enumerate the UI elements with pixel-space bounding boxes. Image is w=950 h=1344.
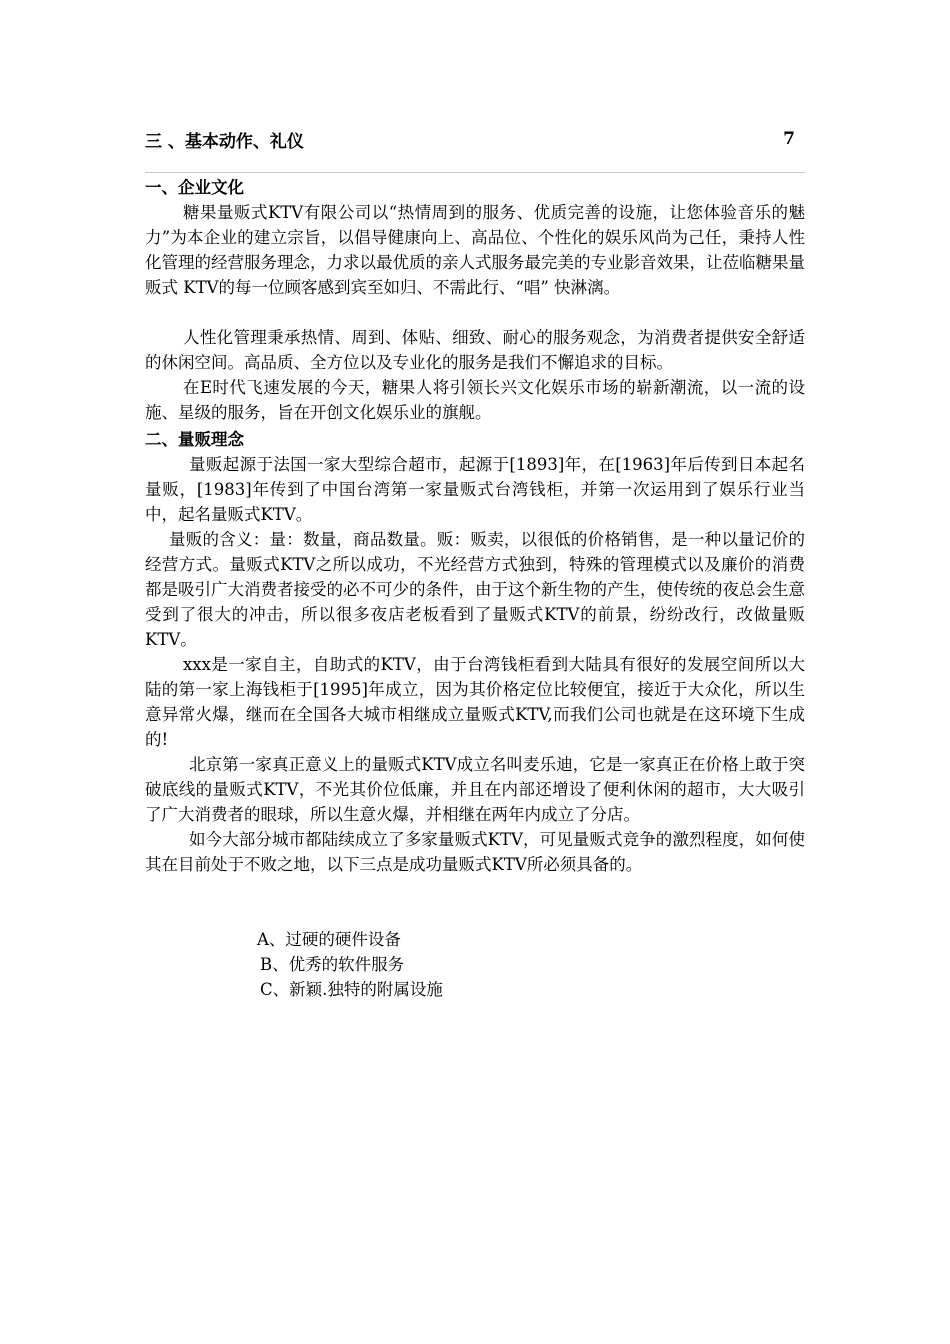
header-divider: [145, 172, 805, 173]
document-page: [145, 124, 805, 1002]
blank-line: [145, 300, 805, 325]
paragraph: xxx是一家自主，自助式的KTV，由于台湾钱柜看到大陆具有很好的发展空间所以大陆的第一家上海钱柜于[1995]年成立，因为其价格定位比较便宜，接近于大众化，所以生意异常火爆，继而在全国各大城市相继成立量贩式KTV,而我们公司也就是在这环境下生成的!: [145, 655, 805, 749]
paragraph: 人性化管理秉承热情、周到、体贴、细致、耐心的服务观念，为消费者提供安全舒适的休闲空间。高品质、全方位以及专业化的服务是我们不懈追求的目标。: [145, 328, 805, 372]
requirements-list: [145, 927, 805, 1002]
paragraph: 如今大部分城市都陆续成立了多家量贩式KTV，可见量贩式竞争的激烈程度，如何使其在目前处于不败之地，以下三点是成功量贩式KTV所必须具备的。: [145, 830, 805, 874]
paragraph: 量贩的含义：量：数量，商品数量。贩：贩卖，以很低的价格销售，是一种以量记价的经营方式。量贩式KTV之所以成功，不光经营方式独到，特殊的管理模式以及廉价的消费都是吸引广大消费者接受的必不可少的条件，由于这个新生物的产生，使传统的夜总会生意受到了很大的冲击，所以很多夜店老板看到了量贩式KTV的前景，纷纷改行，改做量贩KTV。: [145, 530, 805, 649]
paragraph: 北京第一家真正意义上的量贩式KTV成立名叫麦乐迪，它是一家真正在价格上敢于突破底线的量贩式KTV，不光其价位低廉，并且在内部还增设了便利休闲的超市，大大吸引了广大消费者的眼球，所以生意火爆，并相继在两年内成立了分店。: [145, 755, 805, 824]
paragraph: 量贩起源于法国一家大型综合超市，起源于[1893]年，在[1963]年后传到日本起名量贩，[1983]年传到了中国台湾第一家量贩式台湾钱柜，并第一次运用到了娱乐行业当中，起名量贩式KTV。: [145, 455, 805, 524]
page-header: [145, 124, 805, 154]
header-title: 三 、基本动作、礼仪: [145, 131, 304, 152]
section-title-corporate-culture: 一、企业文化: [145, 178, 244, 197]
paragraph: 糖果量贩式KTV有限公司以“热情周到的服务、优质完善的设施，让您体验音乐的魅力”为本企业的建立宗旨，以倡导健康向上、高品位、个性化的娱乐风尚为己任，秉持人性化管理的经营服务理念，力求以最优质的亲人式服务最完美的专业影音效果，让莅临糖果量贩式 KTV的每一位顾客感到宾至如归、不需此行、“唱” 快淋漓。: [145, 203, 805, 297]
page-number: 7: [783, 129, 795, 149]
list-item: C、新颖.独特的附属设施: [260, 980, 443, 999]
list-item: A、过硬的硬件设备: [257, 930, 401, 949]
section-title-volume-concept: 二、量贩理念: [145, 430, 244, 449]
list-item: B、优秀的软件服务: [260, 955, 405, 974]
paragraph: 在E时代飞速发展的今天，糖果人将引领长兴文化娱乐市场的崭新潮流，以一流的设施、星级的服务，旨在开创文化娱乐业的旗舰。: [145, 378, 805, 422]
